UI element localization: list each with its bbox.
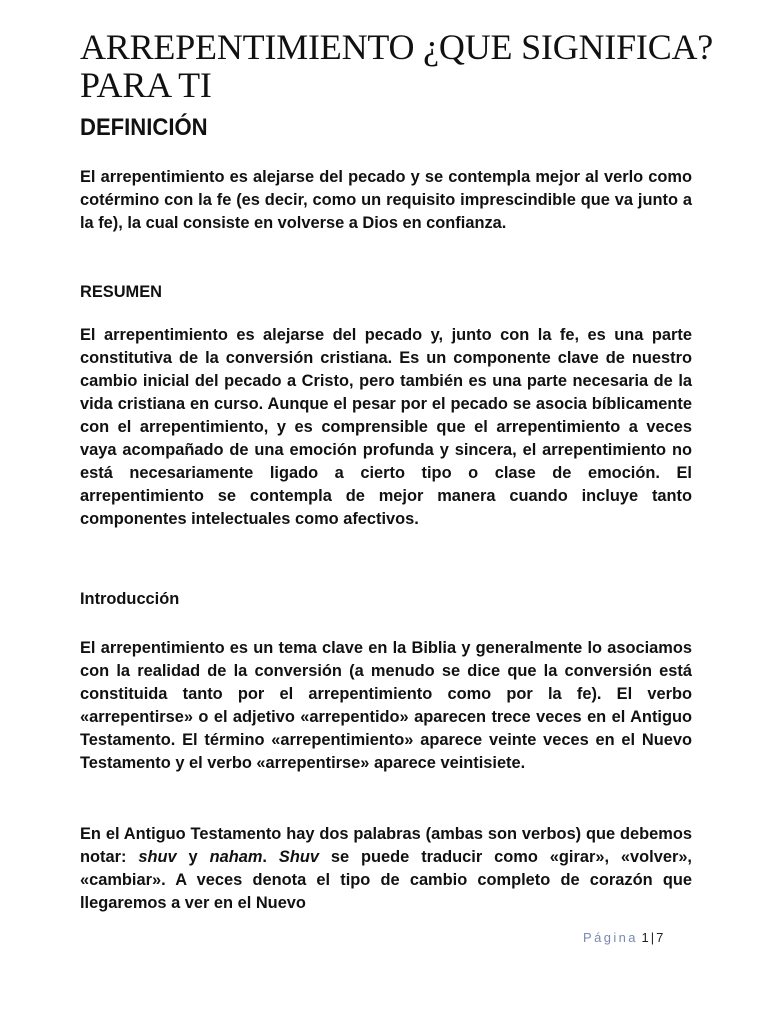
ot-text-part-4: se puede traducir como «girar», «volver», «cambiar». A veces denota el tipo de cambio completo de corazón que llegaremos a ver en el Nuevo: [80, 848, 692, 912]
summary-heading: RESUMEN: [80, 283, 162, 301]
summary-paragraph: El arrepentimiento es alejarse del pecado y, junto con la fe, es una parte constitutiva de la conversión cristiana. Es un componente clave de nuestro cambio inicial del pecado a Cristo, pero también es una parte necesaria de la vida cristiana en curso. Aunque el pesar por el pecado se asocia bíblicamente con el arrepentimiento, y es comprensible que el arrepentimiento a veces vaya acompañado de una emoción profunda y sincera, el arrepentimiento no está necesariamente ligado a cierto tipo o clase de emoción. El arrepentimiento se contempla de mejor manera cuando incluye tanto componentes intelectuales como afectivos.: [80, 326, 692, 528]
ot-text-part-3: .: [262, 848, 279, 866]
definition-heading: DEFINICIÓN: [80, 114, 208, 141]
ot-word-shuv-capital: Shuv: [278, 848, 319, 866]
ot-text-part-2: y: [176, 848, 210, 866]
page-label: Página: [583, 930, 638, 945]
ot-text-part-1: En el Antiguo Testamento hay dos palabras (ambas son verbos) que debemos notar:: [80, 825, 692, 866]
introduction-paragraph: El arrepentimiento es un tema clave en la Biblia y generalmente lo asociamos con la realidad de la conversión (a menudo se dice que la conversión está constituida tanto por el arrepentimiento como por la fe). El verbo «arrepentirse» o el adjetivo «arrepentido» aparecen trece veces en el Antiguo Testamento. El término «arrepentimiento» aparece veinte veces en el Nuevo Testamento y el verbo «arrepentirse» aparece veintisiete.: [80, 639, 692, 772]
ot-word-shuv: shuv: [138, 848, 177, 866]
definition-paragraph: El arrepentimiento es alejarse del pecado y se contempla mejor al verlo como cotérmino con la fe (es decir, como un requisito imprescindible que va junto a la fe), la cual consiste en volverse a Dios en confianza.: [80, 168, 692, 232]
introduction-heading: Introducción: [80, 590, 180, 608]
ot-word-naham: naham: [209, 848, 263, 866]
document-title: ARREPENTIMIENTO ¿QUE SIGNIFICA? PARA TI: [80, 27, 714, 105]
page-current-number: 1: [641, 930, 649, 945]
page-total-number: 7: [656, 930, 664, 945]
page-footer: [583, 930, 663, 945]
page-separator: |: [650, 930, 655, 945]
old-testament-paragraph: [80, 823, 692, 915]
